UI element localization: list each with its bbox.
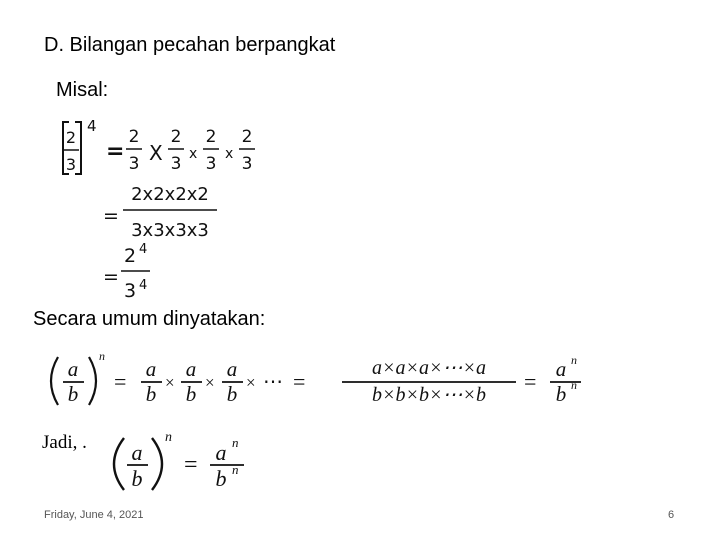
times-sign: × — [205, 373, 215, 392]
var-b: b — [215, 466, 227, 491]
result-denominator-base: 3 — [123, 280, 137, 302]
exponent-n: n — [571, 378, 577, 392]
left-parenthesis — [114, 438, 124, 490]
factor-numerator: 2 — [241, 127, 253, 147]
times-sign: × — [165, 373, 175, 392]
factor-denominator: 3 — [128, 154, 140, 174]
footer-date: Friday, June 4, 2021 — [44, 509, 144, 521]
product-denominator: b×b×b×⋯×b — [372, 384, 486, 406]
var-b: b — [226, 382, 238, 406]
factor-denominator: 3 — [241, 154, 253, 174]
general-form-label: Secara umum dinyatakan: — [33, 308, 266, 330]
left-parenthesis — [51, 357, 58, 405]
var-b: b — [145, 382, 157, 406]
equals-sign: = — [114, 369, 127, 394]
var-a: a — [145, 357, 157, 381]
factor-denominator: 3 — [170, 154, 182, 174]
power-exponent: 4 — [87, 117, 97, 135]
result-denominator-power: 4 — [139, 278, 148, 293]
conclusion-formula — [114, 430, 244, 491]
var-b: b — [67, 382, 79, 406]
equals-sign: = — [106, 139, 125, 164]
base-numerator: 2 — [65, 128, 77, 147]
general-formula — [51, 349, 581, 406]
times-sign: X — [149, 141, 163, 165]
example-equation-line-1 — [63, 117, 255, 174]
equals-sign: = — [293, 369, 306, 394]
var-a: a — [67, 357, 79, 381]
factor-numerator: 2 — [128, 127, 140, 147]
exponent-n: n — [571, 353, 577, 367]
example-equation-line-2 — [103, 184, 217, 241]
exponent-n: n — [165, 430, 172, 445]
var-a: a — [226, 357, 238, 381]
exponent-n: n — [232, 435, 239, 450]
var-a: a — [215, 440, 227, 465]
var-a: a — [131, 440, 143, 465]
right-parenthesis — [89, 357, 96, 405]
var-b: b — [185, 382, 197, 406]
times-sign: x — [189, 146, 198, 162]
example-label: Misal: — [56, 79, 109, 101]
slide-heading: D. Bilangan pecahan berpangkat — [44, 34, 336, 56]
exponent-n: n — [232, 462, 239, 477]
times-sign: × — [246, 373, 256, 392]
factor-numerator: 2 — [170, 127, 182, 147]
factor-denominator: 3 — [205, 154, 217, 174]
times-sign: x — [225, 146, 234, 162]
right-parenthesis — [152, 438, 162, 490]
ellipsis: ⋯ — [263, 371, 283, 393]
equals-sign: = — [103, 266, 119, 288]
expanded-numerator: 2x2x2x2 — [131, 184, 209, 205]
product-numerator: a×a×a×⋯×a — [372, 357, 486, 379]
equals-sign: = — [184, 452, 198, 478]
equals-sign: = — [524, 369, 537, 394]
var-b: b — [555, 382, 567, 406]
var-a: a — [555, 357, 567, 381]
exponent-n: n — [99, 349, 105, 363]
conclusion-label: Jadi, . — [42, 432, 87, 453]
example-equation-line-3 — [103, 242, 150, 302]
var-a: a — [185, 357, 197, 381]
factor-numerator: 2 — [205, 127, 217, 147]
expanded-denominator: 3x3x3x3 — [131, 220, 209, 241]
equals-sign: = — [103, 205, 119, 227]
footer-page-number: 6 — [668, 509, 675, 521]
result-numerator-base: 2 — [123, 245, 137, 267]
result-numerator-power: 4 — [139, 242, 148, 257]
var-b: b — [131, 466, 143, 491]
base-denominator: 3 — [65, 155, 77, 174]
